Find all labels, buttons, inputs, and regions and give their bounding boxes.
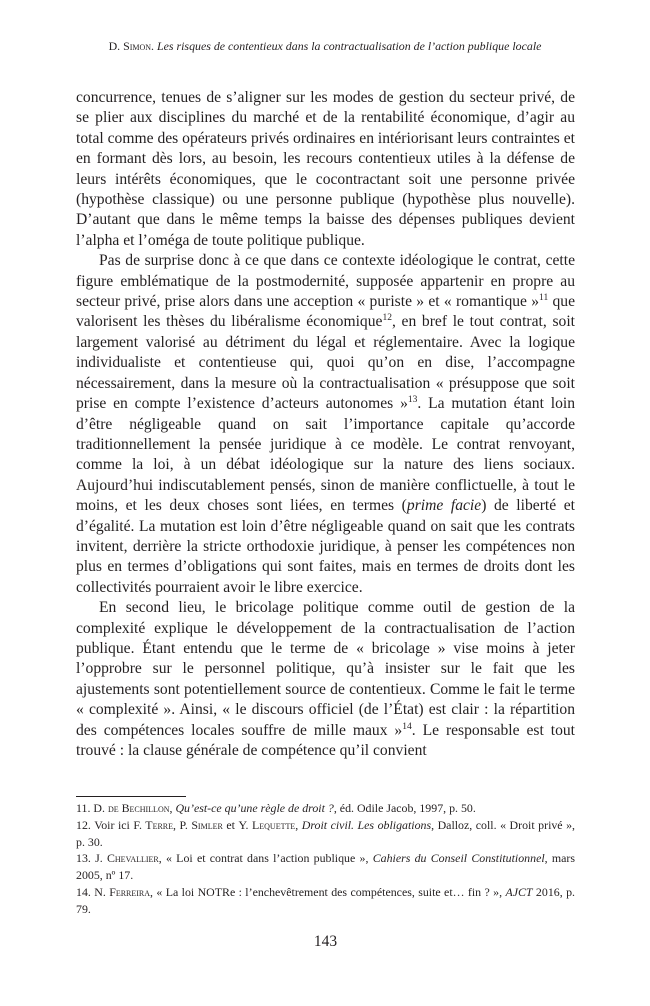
footnote-title: AJCT	[505, 884, 533, 899]
footnote-11: 11. D. de Bechillon, Qu’est-ce qu’une règle de droit ?, éd. Odile Jacob, 1997, p. 50.	[76, 801, 476, 815]
footnote-author: P. Simler	[179, 817, 223, 832]
footnote-14	[76, 884, 575, 918]
paragraph-2-italic: prime facie	[406, 497, 482, 515]
footnote-rest: , mars 2005, nº 17.	[76, 851, 575, 883]
footnote-author: Y. Lequette	[238, 817, 296, 832]
footnote-ref-11: 11	[539, 292, 549, 303]
footnote-title: Droit civil. Les obligations	[301, 817, 432, 832]
paragraph-2-text-b: que valorisent les thèses du libéralisme économique	[76, 293, 575, 331]
footnote-number: 12.	[76, 817, 91, 832]
footnote-number: 11.	[76, 801, 91, 815]
footnote-sep: ,	[173, 817, 180, 832]
footnote-rest: 2016, p. 79.	[76, 884, 575, 916]
paragraph-2-text-a: Pas de surprise donc à ce que dans ce contexte idéologique le contrat, cette figure emblématique de la postmodernité, supposée appartenir en propre au secteur privé, prise alors dans une acception « puriste » et « romantique »	[76, 252, 575, 311]
footnote-ref-13: 13	[407, 394, 418, 405]
footnote-sep: et	[222, 817, 239, 832]
paragraph-1: concurrence, tenues de s’aligner sur les modes de gestion du secteur privé, de se plier aux disciplines du marché et de la rentabilité économique, d’agir au total comme des opérateurs privés ordinaires en intériorisant leurs contraintes et en formant dès lors, au besoin, les recours contentieux utiles à la défense de leurs intérêts économiques, que le cocontractant soit une personne privée (hypothèse classique) ou une personne publique (hypothèse plus nouvelle). D’autant que dans le même temps la baisse des dépenses publiques devient l’alpha et l’oméga de toute politique publique.	[76, 89, 575, 249]
footnote-number: 14.	[76, 884, 91, 899]
footnote-text: , « Loi et contrat dans l’action publique »,	[158, 851, 373, 866]
header-author: D. Simon.	[108, 39, 155, 53]
main-text	[76, 88, 575, 761]
footnote-ref-12: 12	[382, 313, 392, 324]
paragraph-3-text-b: . Le responsable est tout trouvé : la clause générale de compétence qu’il convient	[76, 721, 576, 759]
paragraph-2-text-c: , en bref le tout contrat, soit largement valorisé au détriment du légal et réglementaire. Avec la logique individualiste et contentieuse qui, quoi qu’on en dise, l’accompagne nécessairement, dans la mesure où la contractualisation « présuppose que soit prise en compte l’existence d’acteurs autonomes »	[76, 313, 575, 413]
footnote-author: F. Terre	[133, 817, 174, 832]
footnote-rest: , Dalloz, coll. « Droit privé », p. 30.	[76, 817, 576, 849]
footnote-12	[76, 817, 575, 851]
paragraph-3	[76, 598, 575, 761]
paragraph-2	[76, 251, 575, 598]
page-number: 143	[313, 933, 338, 950]
footnote-ref-14: 14	[402, 721, 412, 732]
footnote-rest: , éd. Odile Jacob, 1997, p. 50.	[333, 801, 476, 815]
footnote-author: J. Chevallier	[95, 851, 159, 866]
paragraph-2-text-d: . La mutation étant loin d’être négligeable quand on sait l’importance capitale qu’accorde traditionnellement la pensée juridique à ce modèle. Le contrat renvoyant, comme la loi, à un débat idéologique sur la nature des liens sociaux. Aujourd’hui indiscutablement pensés, sinon de manière conflictuelle, à tout le moins, et les deux choses sont liées, en termes (	[76, 395, 575, 515]
footnotes	[76, 800, 575, 918]
footnote-separator	[76, 796, 186, 797]
footnote-13	[76, 850, 575, 884]
running-header	[76, 38, 574, 54]
footnote-text: , « La loi NOTRe : l’enchevêtrement des compétences, suite et… fin ? »,	[150, 884, 506, 899]
paragraph-2-text-e: ) de liberté et d’égalité. La mutation est loin d’être négligeable quand on sait que les contrats invitent, derrière la stricte orthodoxie juridique, à penser les compétences non plus en termes d’obligations qui sont faites, mais en termes de droits dont les collectivités pourraient avoir le libre exercice.	[76, 497, 575, 596]
header-title: Les risques de contentieux dans la contractualisation de l’action publique locale	[157, 39, 542, 53]
footnote-text: Voir ici	[94, 817, 134, 832]
footnote-title: Cahiers du Conseil Constitutionnel	[372, 851, 545, 866]
footnote-title: Qu’est-ce qu’une règle de droit ?	[175, 801, 334, 815]
paragraph-3-text-a: En second lieu, le bricolage politique comme outil de gestion de la complexité explique le développement de la contractualisation de l’action publique. Étant entendu que le terme de « bricolage » vise moins à jeter l’opprobre sur le personnel politique, qu’à insister sur le fait que les ajustements sont potentiellement source de contentieux. Comme le fait le terme « complexité ». Ainsi, « le discours officiel (de l’État) est clair : la répartition des compétences locales souffre de mille maux »	[76, 599, 575, 739]
footnote-author: D. de Bechillon	[93, 801, 170, 815]
footnote-number: 13.	[76, 851, 91, 866]
footnote-author: N. Ferreira	[94, 884, 151, 899]
footnote-sep: ,	[295, 817, 302, 832]
